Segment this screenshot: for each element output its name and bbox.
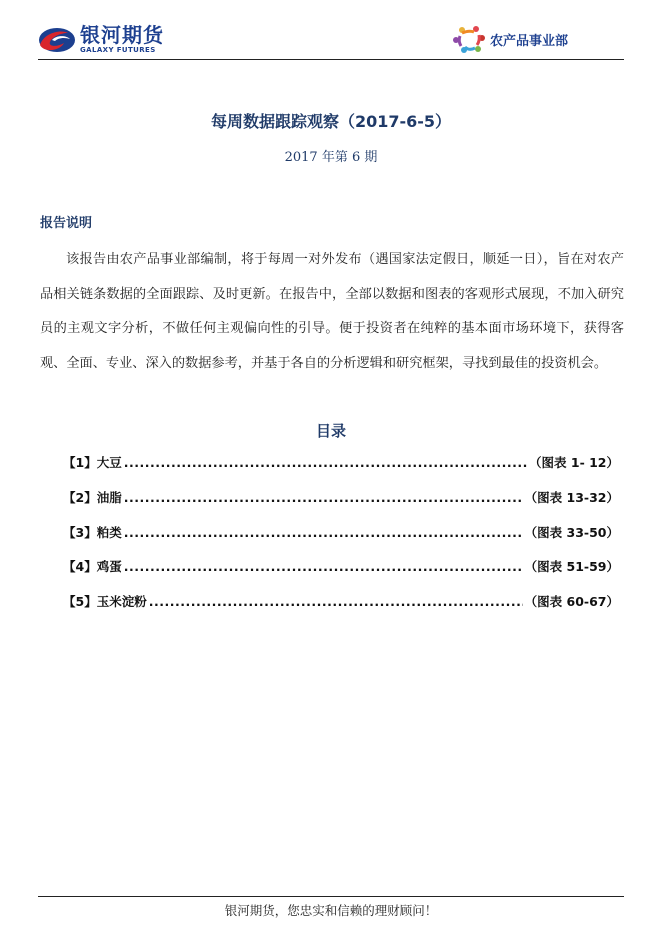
toc-leader-dots	[124, 490, 523, 505]
galaxy-logo-icon	[38, 25, 76, 55]
people-circle-icon	[452, 24, 486, 54]
report-description: 该报告由农产品事业部编制，将于每周一对外发布（遇国家法定假日，顺延一日），旨在对农产品相关链条数据的全面跟踪、及时更新。在报告中，全部以数据和图表的客观形式展现，不加入研究员的主观文字分析，不做任何主观偏向性的引导。便于投资者在纯粹的基本面市场环境下，获得客观、全面、专业、深入的数据参考，并基于各自的分析逻辑和研究框架，寻找到最佳的投资机会。	[40, 252, 624, 371]
department-logo	[452, 24, 568, 54]
galaxy-futures-logo	[38, 24, 164, 55]
brand-name-cn: 银河期货	[80, 23, 164, 47]
toc-item-label: 【1】大豆	[63, 455, 122, 470]
toc-leader-dots	[124, 455, 527, 470]
toc-item-label: 【3】粕类	[63, 524, 122, 540]
table-of-contents	[63, 453, 619, 627]
toc-item-label: 【4】鸡蛋	[63, 559, 122, 575]
toc-item-eggs[interactable]	[63, 557, 619, 592]
section-heading-report-notes: 报告说明	[40, 216, 93, 231]
toc-leader-dots	[124, 525, 523, 540]
footer-slogan: 银河期货，您忠实和信赖的理财顾问！	[224, 903, 438, 918]
toc-item-label: 【5】玉米淀粉	[63, 594, 147, 610]
brand-name-en: GALAXY FUTURES	[80, 46, 156, 54]
toc-title: 目录	[315, 422, 346, 440]
toc-item-soybean[interactable]	[63, 453, 619, 488]
toc-item-ref: （图表 1- 12）	[529, 455, 619, 470]
toc-item-ref: （图表 33-50）	[524, 524, 619, 540]
footer-divider	[38, 896, 624, 897]
toc-item-label: 【2】油脂	[63, 489, 122, 505]
toc-item-ref: （图表 60-67）	[524, 594, 619, 610]
report-title: 每周数据跟踪观察（2017-6-5）	[210, 112, 452, 131]
toc-item-ref: （图表 13-32）	[524, 489, 619, 505]
report-issue: 2017 年第 6 期	[284, 150, 378, 165]
toc-item-oils[interactable]	[63, 488, 619, 523]
toc-leader-dots	[149, 594, 523, 609]
department-name: 农产品事业部	[490, 33, 569, 49]
toc-item-ref: （图表 51-59）	[524, 559, 619, 575]
toc-item-meals[interactable]	[63, 523, 619, 558]
toc-leader-dots	[124, 559, 523, 574]
toc-item-corn-starch[interactable]	[63, 592, 619, 627]
